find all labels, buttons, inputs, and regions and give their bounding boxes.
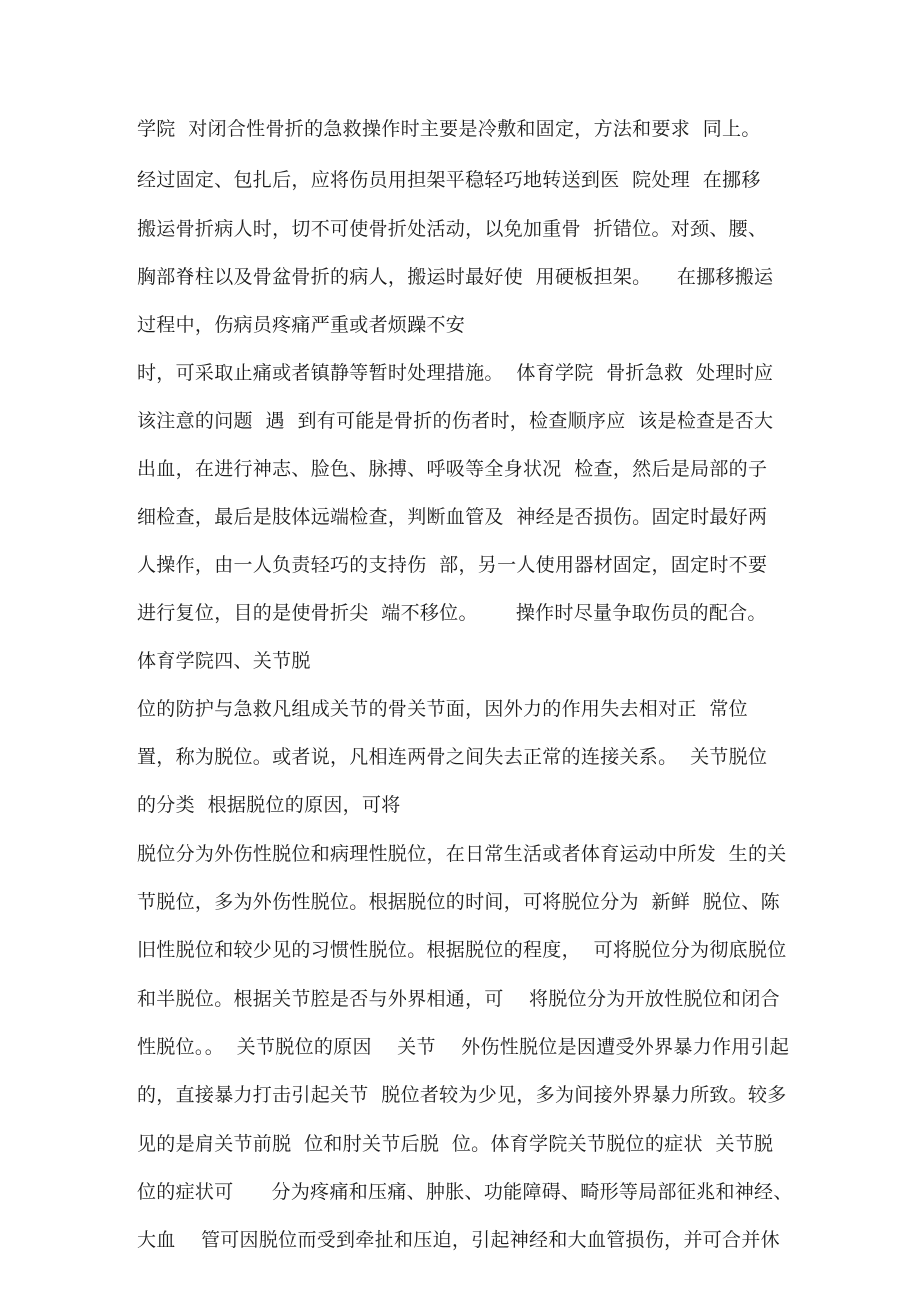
- text-line-14: 置，称为脱位。或者说，凡相连两骨之间失去正常的连接关系。 关节脱位: [137, 746, 768, 768]
- text-line-10: 人操作，由一人负责轻巧的支持伤 部，另一人使用器材固定，固定时不要: [137, 554, 768, 576]
- text-line-19: 和半脱位。根据关节腔是否与外界相通，可 将脱位分为开放性脱位和闭合: [137, 988, 780, 1010]
- text-line-23: 位的症状可 分为疼痛和压痛、肿胀、功能障碍、畸形等局部征兆和神经、: [137, 1181, 793, 1203]
- text-line-2: 经过固定、包扎后，应将伤员用担架平稳轻巧地转送到医 院处理 在挪移: [137, 169, 761, 191]
- text-line-8: 出血，在进行神志、脸色、脉搏、呼吸等全身状况 检查，然后是局部的子: [137, 458, 768, 480]
- text-line-15: 的分类 根据脱位的原因，可将: [137, 794, 401, 816]
- text-line-20: 性脱位。。 关节脱位的原因 关节 外伤性脱位是因遭受外界暴力作用引起: [137, 1036, 790, 1058]
- text-line-5: 过程中，伤病员疼痛严重或者烦躁不安: [137, 314, 466, 336]
- text-line-7: 该注意的问题 遇 到有可能是骨折的伤者时，检查顺序应 该是检查是否大: [137, 410, 774, 432]
- text-line-3: 搬运骨折病人时，切不可使骨折处活动，以免加重骨 折错位。对颈、腰、: [137, 218, 768, 240]
- text-line-16: 脱位分为外伤性脱位和病理性脱位，在日常生活或者体育运动中所发 生的关: [137, 843, 787, 865]
- text-line-21: 的，直接暴力打击引起关节 脱位者较为少见，多为间接外界暴力所致。较多: [137, 1084, 787, 1106]
- text-line-4: 胸部脊柱以及骨盆骨折的病人，搬运时最好使 用硬板担架。 在挪移搬运: [137, 266, 774, 288]
- text-line-11: 进行复位，目的是使骨折尖 端不移位。 操作时尽量争取伤员的配合。: [137, 602, 767, 624]
- text-line-22: 见的是肩关节前脱 位和肘关节后脱 位。体育学院关节脱位的症状 关节脱: [137, 1133, 774, 1155]
- text-line-6: 时，可采取止痛或者镇静等暂时处理措施。 体育学院 骨折急救 处理时应: [137, 362, 774, 384]
- text-line-9: 细检查，最后是肢体远端检查，判断血管及 神经是否损伤。固定时最好两: [137, 506, 768, 528]
- text-line-17: 节脱位，多为外伤性脱位。根据脱位的时间，可将脱位分为 新鲜 脱位、陈: [137, 891, 780, 913]
- text-line-13: 位的防护与急救凡组成关节的骨关节面，因外力的作用失去相对正 常位: [137, 698, 748, 720]
- text-line-12: 体育学院四、关节脱: [137, 650, 311, 672]
- text-line-24: 大血 管可因脱位而受到牵扯和压迫，引起神经和大血管损伤，并可合并休: [137, 1229, 780, 1251]
- text-line-18: 旧性脱位和较少见的习惯性脱位。根据脱位的程度， 可将脱位分为彻底脱位: [137, 939, 787, 961]
- text-line-1: 学院 对闭合性骨折的急救操作时主要是冷敷和固定，方法和要求 同上。: [137, 118, 761, 140]
